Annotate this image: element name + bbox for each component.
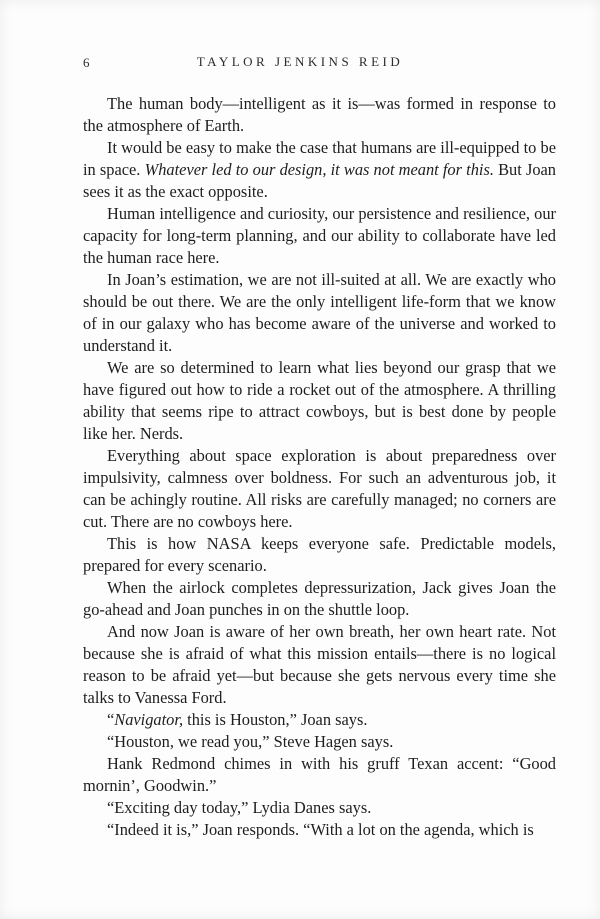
text-segment: “Indeed it is,” Joan responds. “With a lot on the agenda, which is: [107, 820, 534, 839]
paragraph: [83, 731, 556, 753]
paragraph: [83, 621, 556, 709]
text-segment: Everything about space exploration is about preparedness over impulsivity, calmness over boldness. For such an adventurous job, it can be achingly routine. All risks are carefully managed; no corners are cut. There are no cowboys here.: [83, 446, 556, 531]
text-segment: Human intelligence and curiosity, our persistence and resilience, our capacity for long-term planning, and our ability to collaborate have led the human race here.: [83, 204, 556, 267]
running-title: TAYLOR JENKINS REID: [196, 54, 404, 69]
paragraph: [83, 137, 556, 203]
text-segment: Hank Redmond chimes in with his gruff Texan accent: “Good mornin’, Goodwin.”: [83, 754, 556, 795]
paragraph: [83, 797, 556, 819]
text-segment: It would be easy to make the case that humans are ill-equipped to be in space.: [83, 138, 556, 179]
body-text: [83, 93, 556, 841]
paragraph: [83, 577, 556, 621]
text-segment: Navigator,: [114, 710, 184, 729]
paragraph: [83, 709, 556, 731]
paragraph: [83, 445, 556, 533]
text-segment: In Joan’s estimation, we are not ill-suited at all. We are exactly who should be out there. We are the only intelligent life-form that we know of in our galaxy who has become aware of the universe and worked to understand it.: [83, 270, 556, 355]
paragraph: [83, 203, 556, 269]
running-header: [0, 54, 600, 72]
text-segment: This is how NASA keeps everyone safe. Predictable models, prepared for every scenario.: [83, 534, 556, 575]
text-segment: But Joan sees it as the exact opposite.: [83, 160, 557, 201]
paragraph: [83, 269, 556, 357]
text-segment: Whatever led to our design, it was not meant for this.: [144, 160, 494, 179]
text-segment: “: [107, 710, 115, 729]
paragraph: [83, 93, 556, 137]
text-segment: When the airlock completes depressurization, Jack gives Joan the go-ahead and Joan punches in on the shuttle loop.: [83, 578, 556, 619]
text-segment: We are so determined to learn what lies beyond our grasp that we have figured out how to ride a rocket out of the atmosphere. A thrilling ability that seems ripe to attract cowboys, but is best done by people like her. Nerds.: [83, 358, 556, 443]
page-number: 6: [83, 55, 90, 70]
text-segment: this is Houston,” Joan says.: [183, 710, 368, 729]
paragraph: [83, 753, 556, 797]
text-segment: And now Joan is aware of her own breath, her own heart rate. Not because she is afraid of what this mission entails—there is no logical reason to be afraid yet—but because she gets nervous every time she talks to Vanessa Ford.: [83, 622, 556, 707]
text-segment: The human body—intelligent as it is—was formed in response to the atmosphere of Earth.: [83, 94, 556, 135]
paragraph: [83, 533, 556, 577]
text-segment: “Exciting day today,” Lydia Danes says.: [107, 798, 372, 817]
paragraph: [83, 819, 556, 841]
paragraph: [83, 357, 556, 445]
text-segment: “Houston, we read you,” Steve Hagen says.: [107, 732, 394, 751]
